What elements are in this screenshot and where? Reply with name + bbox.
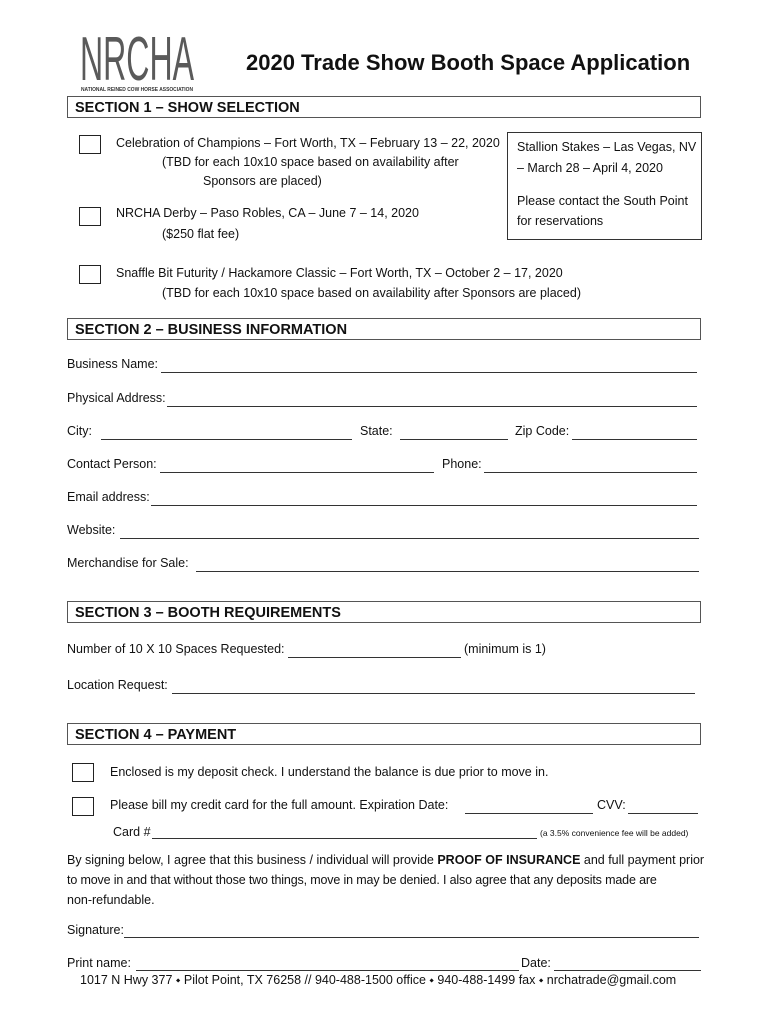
phone-label: Phone: xyxy=(442,457,482,471)
section1-heading: SECTION 1 – SHOW SELECTION xyxy=(67,96,701,118)
print-name-field[interactable] xyxy=(136,970,519,971)
cvv-label: CVV: xyxy=(597,798,626,812)
state-label: State: xyxy=(360,424,393,438)
credit-checkbox[interactable] xyxy=(72,797,94,816)
section3-heading: SECTION 3 – BOOTH REQUIREMENTS xyxy=(67,601,701,623)
date-label: Date: xyxy=(521,956,551,970)
location-field[interactable] xyxy=(172,693,695,694)
section2-heading: SECTION 2 – BUSINESS INFORMATION xyxy=(67,318,701,340)
physical-address-field[interactable] xyxy=(167,406,697,407)
credit-label: Please bill my credit card for the full amount. Expiration Date: xyxy=(110,798,449,812)
email-field[interactable] xyxy=(151,505,697,506)
celebration-checkbox[interactable] xyxy=(79,135,101,154)
footer-address: 1017 N Hwy 377 ⬩ Pilot Point, TX 76258 // 940-488-1500 office ⬩ 940-488-1499 fax ⬩ nrchatrade@gmail.com xyxy=(80,973,677,987)
celebration-label: Celebration of Champions – Fort Worth, TX – February 13 – 22, 2020 xyxy=(116,136,500,150)
signature-label: Signature: xyxy=(67,923,124,937)
merch-field[interactable] xyxy=(196,571,699,572)
location-label: Location Request: xyxy=(67,678,168,692)
merch-label: Merchandise for Sale: xyxy=(67,556,189,570)
contact-label: Contact Person: xyxy=(67,457,157,471)
agreement-post: and full payment prior xyxy=(580,853,705,867)
zip-field[interactable] xyxy=(572,439,697,440)
business-name-label: Business Name: xyxy=(67,357,159,371)
agreement-text xyxy=(67,850,707,910)
print-name-label: Print name: xyxy=(67,956,131,970)
city-label: City: xyxy=(67,424,92,438)
stallion-stakes-box xyxy=(507,132,702,240)
agreement-line2: to move in and that without those two things, move in may be denied. I also agree that any deposits made are xyxy=(67,873,657,887)
snaffle-checkbox[interactable] xyxy=(79,265,101,284)
contact-field[interactable] xyxy=(160,472,434,473)
derby-fee: ($250 flat fee) xyxy=(162,227,240,241)
stallion-contact: Please contact the South Point xyxy=(517,194,688,208)
proof-of-insurance: PROOF OF INSURANCE xyxy=(437,853,581,867)
website-field[interactable] xyxy=(120,538,699,539)
derby-checkbox[interactable] xyxy=(79,207,101,226)
cvv-field[interactable] xyxy=(628,813,698,814)
spaces-minimum: (minimum is 1) xyxy=(464,642,546,656)
nrcha-logo-graphic xyxy=(80,28,196,94)
date-field[interactable] xyxy=(554,970,701,971)
agreement-pre: By signing below, I agree that this business / individual will provide xyxy=(67,853,438,867)
phone-field[interactable] xyxy=(484,472,697,473)
check-label: Enclosed is my deposit check. I understand the balance is due prior to move in. xyxy=(110,765,549,779)
logo-letters: NRCHA xyxy=(80,28,195,94)
check-checkbox[interactable] xyxy=(72,763,94,782)
snaffle-note: (TBD for each 10x10 space based on availability after Sponsors are placed) xyxy=(162,286,581,300)
state-field[interactable] xyxy=(400,439,508,440)
section4-heading: SECTION 4 – PAYMENT xyxy=(67,723,701,745)
zip-label: Zip Code: xyxy=(515,424,570,438)
logo-subtext: NATIONAL REINED COW HORSE ASSOCIATION xyxy=(81,87,194,93)
email-label: Email address: xyxy=(67,490,150,504)
expiration-field[interactable] xyxy=(465,813,593,814)
derby-label: NRCHA Derby – Paso Robles, CA – June 7 – 14, 2020 xyxy=(116,206,419,220)
snaffle-label: Snaffle Bit Futurity / Hackamore Classic – Fort Worth, TX – October 2 – 17, 2020 xyxy=(116,266,563,280)
page-title: 2020 Trade Show Booth Space Application xyxy=(246,50,691,75)
card-field[interactable] xyxy=(152,838,537,839)
stallion-dates: – March 28 – April 4, 2020 xyxy=(517,161,663,175)
fee-note: (a 3.5% convenience fee will be added) xyxy=(540,828,689,838)
spaces-field[interactable] xyxy=(288,657,461,658)
stallion-label: Stallion Stakes – Las Vegas, NV xyxy=(517,140,697,154)
nrcha-logo xyxy=(80,28,196,94)
signature-field[interactable] xyxy=(124,937,699,938)
celebration-note-2: Sponsors are placed) xyxy=(203,174,322,188)
website-label: Website: xyxy=(67,523,116,537)
city-field[interactable] xyxy=(101,439,352,440)
spaces-label: Number of 10 X 10 Spaces Requested: xyxy=(67,642,285,656)
physical-address-label: Physical Address: xyxy=(67,391,166,405)
celebration-note: (TBD for each 10x10 space based on availability after xyxy=(162,155,459,169)
business-name-field[interactable] xyxy=(161,372,697,373)
card-label: Card # xyxy=(113,825,151,839)
stallion-contact-2: for reservations xyxy=(517,214,604,228)
agreement-line3: non-refundable. xyxy=(67,893,155,907)
